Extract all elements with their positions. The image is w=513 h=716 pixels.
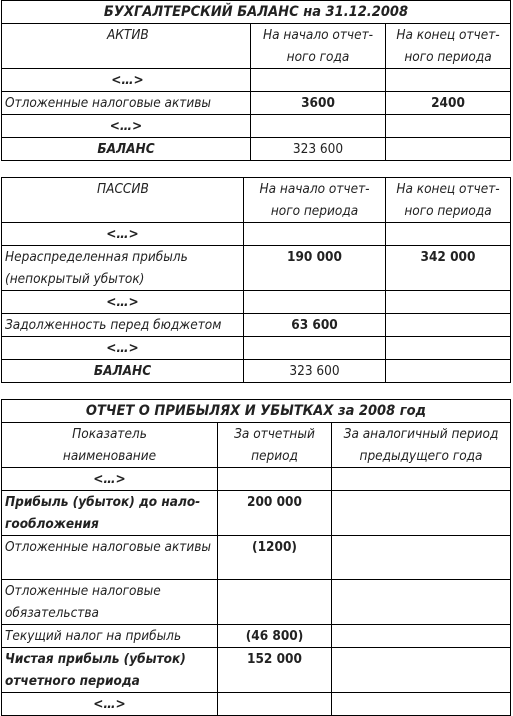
pretax-profit-value: 200 000 <box>218 491 332 536</box>
ellipsis-cell: <…> <box>2 115 251 138</box>
retained-earnings-start: 190 000 <box>244 246 386 291</box>
ellipsis-cell: <…> <box>2 291 244 314</box>
current-tax-value: (46 800) <box>218 625 332 648</box>
net-profit-label: Чистая прибыль (убыток) отчетного периода <box>2 648 218 693</box>
column-header-current: За отчетный период <box>218 423 332 468</box>
column-header-start: На начало отчет-ного года <box>251 24 386 69</box>
balance-total-label: БАЛАНС <box>2 360 244 383</box>
budget-debt-start: 63 600 <box>244 314 386 337</box>
ellipsis-cell: <…> <box>2 693 218 716</box>
balance-table-assets <box>1 0 511 161</box>
deferred-tax-liabilities-value <box>218 580 332 625</box>
ellipsis-cell: <…> <box>2 69 251 92</box>
column-header-liabilities: ПАССИВ <box>2 178 244 223</box>
column-header-start: На начало отчет-ного периода <box>244 178 386 223</box>
ellipsis-cell: <…> <box>2 468 218 491</box>
deferred-tax-assets-value: (1200) <box>218 536 332 580</box>
current-tax-label: Текущий налог на прибыль <box>2 625 218 648</box>
ellipsis-cell: <…> <box>2 223 244 246</box>
profit-loss-table <box>1 399 511 716</box>
balance-total-start: 323 600 <box>251 138 386 161</box>
ellipsis-cell: <…> <box>2 337 244 360</box>
profit-loss-title: ОТЧЕТ О ПРИБЫЛЯХ И УБЫТКАХ за 2008 год <box>2 400 511 423</box>
net-profit-value: 152 000 <box>218 648 332 693</box>
column-header-previous: За аналогичный период предыдущего года <box>332 423 511 468</box>
deferred-tax-assets-start: 3600 <box>251 92 386 115</box>
deferred-tax-assets-label: Отложенные налоговые активы <box>2 536 218 580</box>
column-header-assets: АКТИВ <box>2 24 251 69</box>
deferred-tax-assets-end: 2400 <box>386 92 511 115</box>
column-header-indicator: Показатель наименование <box>2 423 218 468</box>
balance-title: БУХГАЛТЕРСКИЙ БАЛАНС на 31.12.2008 <box>2 1 511 24</box>
deferred-tax-liabilities-label: Отложенные налоговые обязательства <box>2 580 218 625</box>
retained-earnings-label: Нераспределенная прибыль (непокрытый убыток) <box>2 246 244 291</box>
column-header-end: На конец отчет-ного периода <box>386 24 511 69</box>
balance-table-liabilities <box>1 177 511 383</box>
retained-earnings-end: 342 000 <box>386 246 511 291</box>
column-header-end: На конец отчет-ного периода <box>386 178 511 223</box>
pretax-profit-label: Прибыль (убыток) до нало-гообложения <box>2 491 218 536</box>
budget-debt-label: Задолженность перед бюджетом <box>2 314 244 337</box>
balance-total-start: 323 600 <box>244 360 386 383</box>
deferred-tax-assets-label: Отложенные налоговые активы <box>2 92 251 115</box>
balance-total-label: БАЛАНС <box>2 138 251 161</box>
